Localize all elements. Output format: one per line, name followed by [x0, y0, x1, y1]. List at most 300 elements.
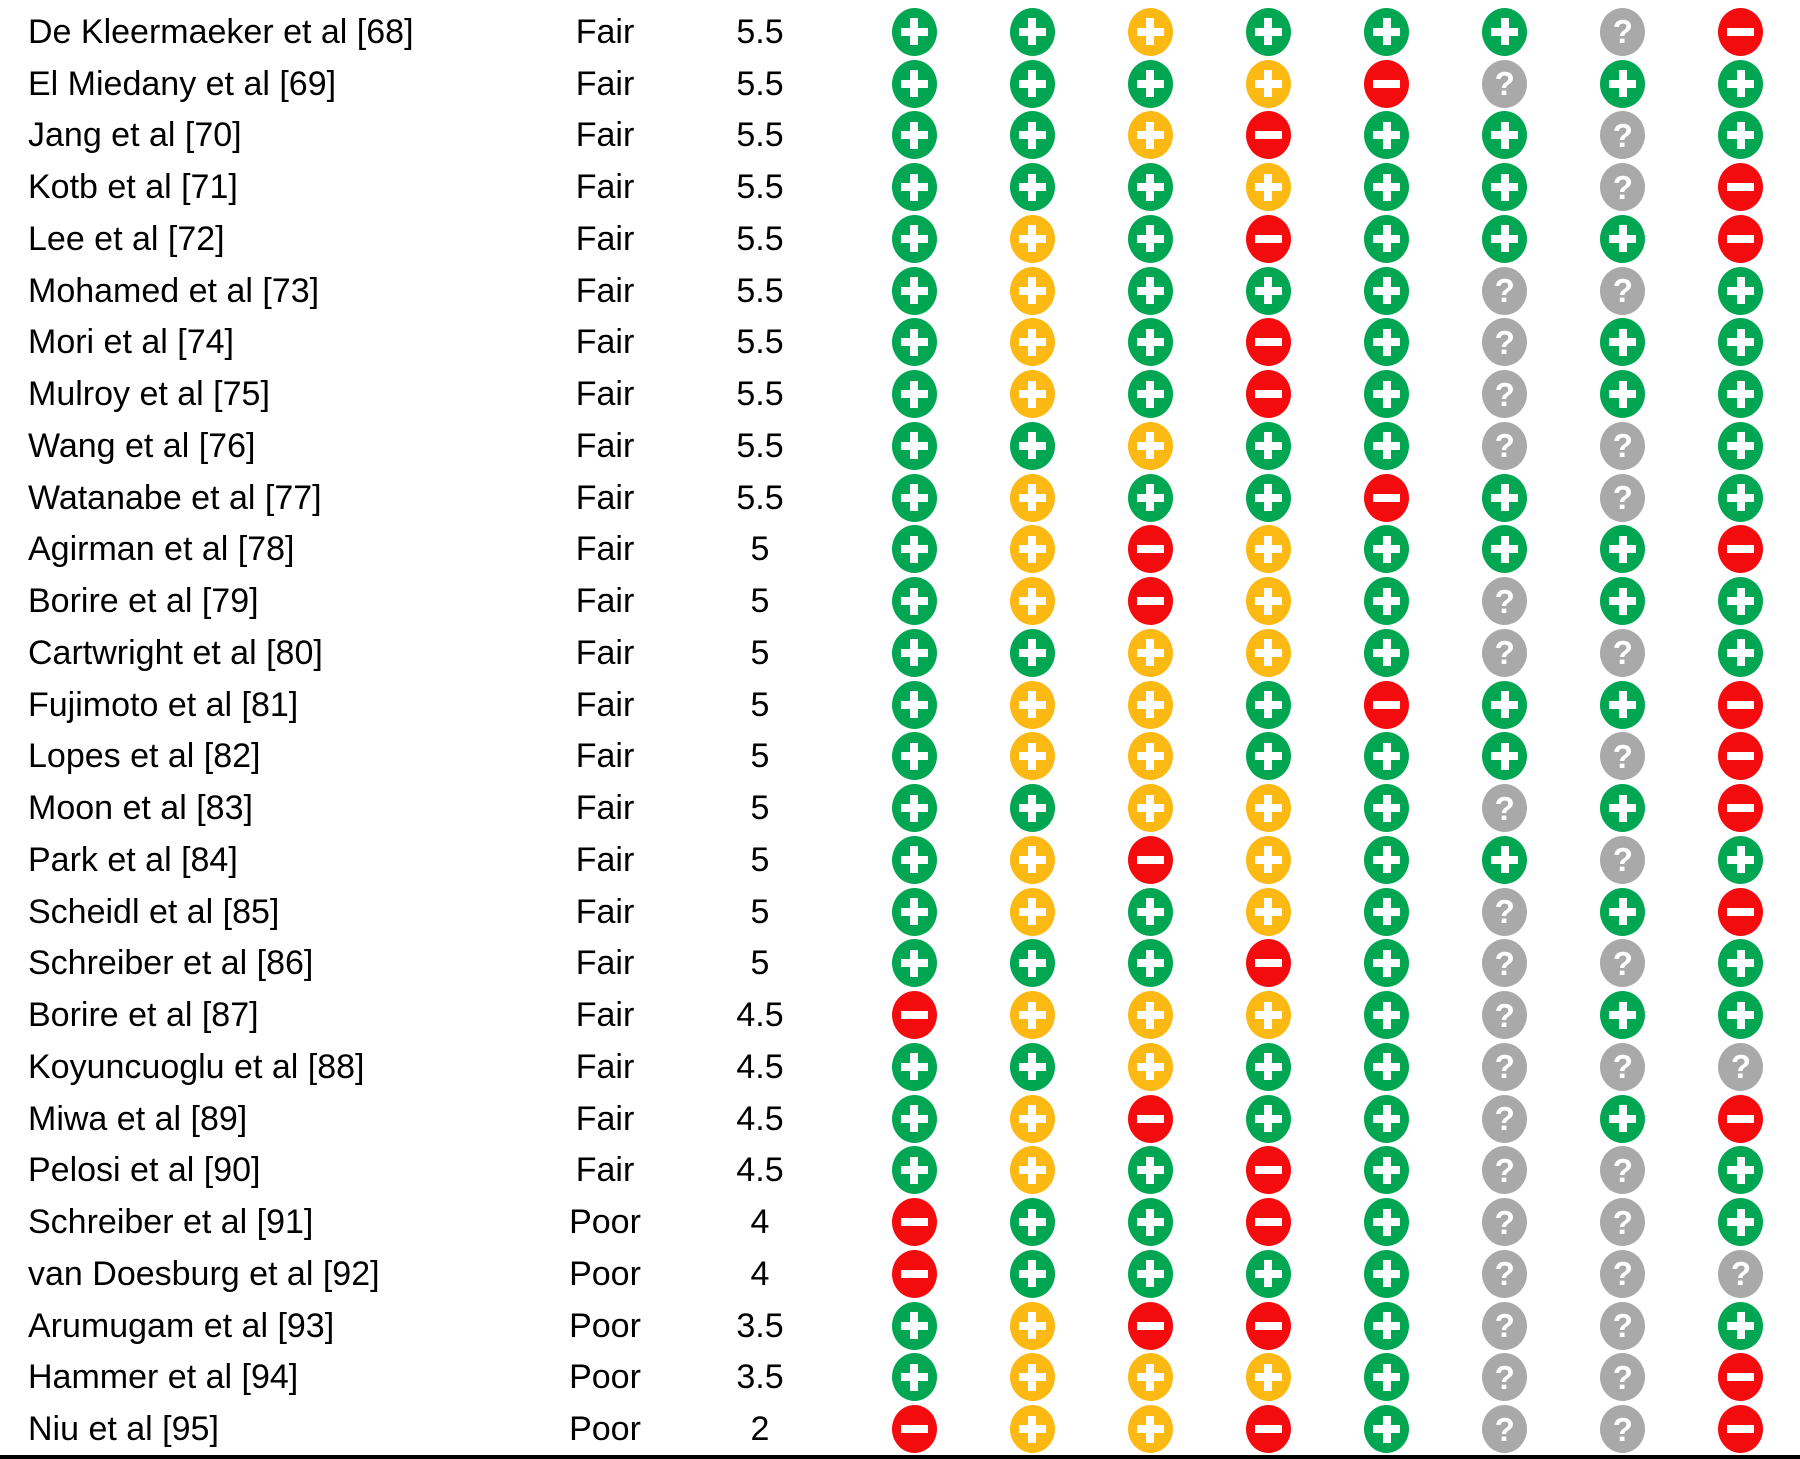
- criterion-cell: [1446, 1095, 1564, 1143]
- red-minus-icon: [1718, 8, 1763, 56]
- table-row: [0, 627, 1800, 679]
- criterion-cell: [1446, 422, 1564, 470]
- green-plus-icon: [1364, 1250, 1409, 1298]
- criterion-cell: [855, 1146, 973, 1194]
- yellow-plus-icon: [1010, 318, 1055, 366]
- red-minus-icon: [1128, 1302, 1173, 1350]
- criterion-cell: [1682, 267, 1800, 315]
- gray-question-icon: ?: [1600, 1198, 1645, 1246]
- criterion-cell: [1328, 1250, 1446, 1298]
- red-minus-icon: [1246, 370, 1291, 418]
- gray-question-icon: ?: [1600, 732, 1645, 780]
- yellow-plus-icon: [1010, 267, 1055, 315]
- gray-question-icon: ?: [1482, 1146, 1527, 1194]
- gray-question-icon: ?: [1600, 8, 1645, 56]
- criterion-cell: [1446, 8, 1564, 56]
- quality-rating: Fair: [575, 789, 635, 828]
- green-plus-icon: [1364, 1043, 1409, 1091]
- quality-rating: Poor: [569, 1306, 641, 1345]
- red-minus-icon: [1718, 1405, 1763, 1453]
- table-row: [0, 938, 1800, 990]
- study-citation: Scheidl et al [85]: [28, 892, 280, 931]
- criterion-cell: [973, 318, 1091, 366]
- green-plus-icon: [1600, 318, 1645, 366]
- criterion-cell: [1564, 8, 1682, 56]
- yellow-plus-icon: [1246, 991, 1291, 1039]
- criterion-cell: [1209, 629, 1327, 677]
- criterion-cell: [1209, 215, 1327, 263]
- criteria-icons: [855, 370, 1800, 418]
- criterion-cell: [1564, 991, 1682, 1039]
- criterion-cell: [1446, 318, 1564, 366]
- gray-question-icon: ?: [1482, 1405, 1527, 1453]
- yellow-plus-icon: [1010, 991, 1055, 1039]
- gray-question-icon: ?: [1600, 1043, 1645, 1091]
- quality-score: 4.5: [736, 1047, 784, 1086]
- table-row: [0, 265, 1800, 317]
- yellow-plus-icon: [1246, 784, 1291, 832]
- green-plus-icon: [1128, 60, 1173, 108]
- green-plus-icon: [892, 939, 937, 987]
- yellow-plus-icon: [1128, 1353, 1173, 1401]
- criterion-cell: [1328, 1095, 1446, 1143]
- criteria-icons: [855, 939, 1800, 987]
- quality-score: 5.5: [736, 168, 784, 207]
- green-plus-icon: [1482, 681, 1527, 729]
- quality-rating: Poor: [569, 1358, 641, 1397]
- criterion-cell: [1328, 525, 1446, 573]
- green-plus-icon: [1010, 60, 1055, 108]
- green-plus-icon: [1482, 163, 1527, 211]
- criterion-cell: [1091, 888, 1209, 936]
- criterion-cell: [1564, 1353, 1682, 1401]
- criterion-cell: [973, 8, 1091, 56]
- criterion-cell: [1682, 370, 1800, 418]
- green-plus-icon: [1600, 991, 1645, 1039]
- criterion-cell: [1328, 991, 1446, 1039]
- criterion-cell: [1209, 577, 1327, 625]
- green-plus-icon: [1718, 1198, 1763, 1246]
- quality-rating: Fair: [575, 375, 635, 414]
- yellow-plus-icon: [1010, 215, 1055, 263]
- green-plus-icon: [1128, 267, 1173, 315]
- criterion-cell: [1682, 888, 1800, 936]
- study-citation: Mulroy et al [75]: [28, 375, 270, 414]
- yellow-plus-icon: [1246, 60, 1291, 108]
- criterion-cell: [1446, 60, 1564, 108]
- criterion-cell: [1091, 267, 1209, 315]
- green-plus-icon: [1246, 1095, 1291, 1143]
- quality-score: 5: [750, 685, 770, 724]
- green-plus-icon: [1364, 8, 1409, 56]
- green-plus-icon: [1718, 836, 1763, 884]
- criteria-icons: [855, 577, 1800, 625]
- yellow-plus-icon: [1010, 836, 1055, 884]
- gray-question-icon: ?: [1600, 939, 1645, 987]
- yellow-plus-icon: [1010, 732, 1055, 780]
- criterion-cell: [1564, 732, 1682, 780]
- criteria-icons: [855, 991, 1800, 1039]
- quality-score: 5: [750, 840, 770, 879]
- green-plus-icon: [1128, 1250, 1173, 1298]
- criterion-cell: [1209, 1198, 1327, 1246]
- criterion-cell: [855, 1353, 973, 1401]
- study-citation: Cartwright et al [80]: [28, 633, 323, 672]
- criterion-cell: [1564, 318, 1682, 366]
- green-plus-icon: [1364, 1198, 1409, 1246]
- yellow-plus-icon: [1128, 111, 1173, 159]
- criterion-cell: [1091, 681, 1209, 729]
- study-citation: Pelosi et al [90]: [28, 1151, 261, 1190]
- criterion-cell: [1564, 1405, 1682, 1453]
- gray-question-icon: ?: [1482, 422, 1527, 470]
- criterion-cell: [973, 111, 1091, 159]
- criterion-cell: [855, 888, 973, 936]
- criterion-cell: [855, 60, 973, 108]
- criteria-icons: [855, 318, 1800, 366]
- green-plus-icon: [892, 474, 937, 522]
- criterion-cell: [1682, 163, 1800, 211]
- criterion-cell: [1091, 629, 1209, 677]
- criterion-cell: [1209, 1095, 1327, 1143]
- green-plus-icon: [1718, 318, 1763, 366]
- quality-score: 4: [750, 1203, 770, 1242]
- criterion-cell: [1682, 1353, 1800, 1401]
- red-minus-icon: [1718, 888, 1763, 936]
- green-plus-icon: [1128, 215, 1173, 263]
- criterion-cell: [1564, 111, 1682, 159]
- green-plus-icon: [1482, 474, 1527, 522]
- green-plus-icon: [1128, 1198, 1173, 1246]
- green-plus-icon: [1364, 422, 1409, 470]
- criterion-cell: [1209, 732, 1327, 780]
- green-plus-icon: [1600, 888, 1645, 936]
- red-minus-icon: [1128, 1095, 1173, 1143]
- gray-question-icon: ?: [1482, 1353, 1527, 1401]
- criterion-cell: [855, 422, 973, 470]
- criterion-cell: [1564, 525, 1682, 573]
- green-plus-icon: [1128, 1146, 1173, 1194]
- red-minus-icon: [1364, 681, 1409, 729]
- green-plus-icon: [1718, 939, 1763, 987]
- green-plus-icon: [1364, 836, 1409, 884]
- study-citation: Arumugam et al [93]: [28, 1306, 335, 1345]
- yellow-plus-icon: [1128, 681, 1173, 729]
- criterion-cell: [855, 1405, 973, 1453]
- criterion-cell: [1091, 1146, 1209, 1194]
- criterion-cell: [1446, 681, 1564, 729]
- quality-rating: Fair: [575, 116, 635, 155]
- green-plus-icon: [1364, 370, 1409, 418]
- quality-rating: Fair: [575, 840, 635, 879]
- green-plus-icon: [1128, 888, 1173, 936]
- green-plus-icon: [1364, 1146, 1409, 1194]
- green-plus-icon: [892, 318, 937, 366]
- yellow-plus-icon: [1128, 422, 1173, 470]
- criterion-cell: [1682, 784, 1800, 832]
- green-plus-icon: [1718, 422, 1763, 470]
- criterion-cell: [855, 525, 973, 573]
- red-minus-icon: [892, 1198, 937, 1246]
- green-plus-icon: [1246, 732, 1291, 780]
- criterion-cell: [1091, 1198, 1209, 1246]
- red-minus-icon: [892, 1250, 937, 1298]
- criterion-cell: [1091, 577, 1209, 625]
- quality-score: 5.5: [736, 323, 784, 362]
- criterion-cell: [1091, 111, 1209, 159]
- criterion-cell: [1091, 1302, 1209, 1350]
- gray-question-icon: ?: [1600, 163, 1645, 211]
- study-citation: Fujimoto et al [81]: [28, 685, 299, 724]
- gray-question-icon: ?: [1482, 60, 1527, 108]
- yellow-plus-icon: [1128, 1043, 1173, 1091]
- criterion-cell: [1328, 784, 1446, 832]
- gray-question-icon: ?: [1600, 1250, 1645, 1298]
- criterion-cell: [1446, 784, 1564, 832]
- criterion-cell: [1209, 318, 1327, 366]
- criterion-cell: [1328, 1405, 1446, 1453]
- study-citation: Mori et al [74]: [28, 323, 234, 362]
- criterion-cell: [1564, 577, 1682, 625]
- yellow-plus-icon: [1246, 629, 1291, 677]
- gray-question-icon: ?: [1600, 1405, 1645, 1453]
- study-citation: Wang et al [76]: [28, 426, 256, 465]
- green-plus-icon: [892, 888, 937, 936]
- yellow-plus-icon: [1010, 1302, 1055, 1350]
- criterion-cell: [855, 1302, 973, 1350]
- criterion-cell: [855, 474, 973, 522]
- gray-question-icon: ?: [1600, 422, 1645, 470]
- yellow-plus-icon: [1246, 525, 1291, 573]
- criterion-cell: [973, 370, 1091, 418]
- green-plus-icon: [1718, 60, 1763, 108]
- criteria-icons: [855, 525, 1800, 573]
- quality-score: 2: [750, 1410, 770, 1449]
- green-plus-icon: [1600, 370, 1645, 418]
- criteria-icons: [855, 1250, 1800, 1298]
- study-citation: Watanabe et al [77]: [28, 478, 322, 517]
- criterion-cell: [855, 111, 973, 159]
- yellow-plus-icon: [1128, 732, 1173, 780]
- green-plus-icon: [892, 1043, 937, 1091]
- red-minus-icon: [1246, 111, 1291, 159]
- gray-question-icon: ?: [1600, 836, 1645, 884]
- criterion-cell: [973, 888, 1091, 936]
- red-minus-icon: [1128, 525, 1173, 573]
- criterion-cell: [1446, 939, 1564, 987]
- green-plus-icon: [1600, 215, 1645, 263]
- study-citation: Lee et al [72]: [28, 219, 225, 258]
- criterion-cell: [1682, 1405, 1800, 1453]
- criterion-cell: [1564, 939, 1682, 987]
- table-row: [0, 1248, 1800, 1300]
- criterion-cell: [1209, 422, 1327, 470]
- criterion-cell: [973, 1302, 1091, 1350]
- criterion-cell: [1564, 422, 1682, 470]
- criterion-cell: [855, 267, 973, 315]
- criterion-cell: [1682, 1043, 1800, 1091]
- green-plus-icon: [1482, 732, 1527, 780]
- gray-question-icon: ?: [1482, 991, 1527, 1039]
- quality-rating: Poor: [569, 1410, 641, 1449]
- quality-rating: Poor: [569, 1254, 641, 1293]
- quality-rating: Fair: [575, 685, 635, 724]
- criterion-cell: [973, 681, 1091, 729]
- criterion-cell: [855, 629, 973, 677]
- criterion-cell: [1209, 267, 1327, 315]
- criterion-cell: [855, 732, 973, 780]
- criterion-cell: [973, 1095, 1091, 1143]
- green-plus-icon: [1482, 111, 1527, 159]
- criterion-cell: [1209, 474, 1327, 522]
- criterion-cell: [1091, 422, 1209, 470]
- criterion-cell: [1328, 267, 1446, 315]
- quality-score: 5.5: [736, 116, 784, 155]
- table-row: [0, 58, 1800, 110]
- criterion-cell: [1091, 1353, 1209, 1401]
- study-citation: Hammer et al [94]: [28, 1358, 299, 1397]
- criterion-cell: [1209, 1043, 1327, 1091]
- red-minus-icon: [1246, 318, 1291, 366]
- study-citation: Kotb et al [71]: [28, 168, 238, 207]
- green-plus-icon: [1600, 577, 1645, 625]
- green-plus-icon: [1010, 1250, 1055, 1298]
- gray-question-icon: ?: [1482, 1095, 1527, 1143]
- criterion-cell: [973, 1043, 1091, 1091]
- criterion-cell: [973, 732, 1091, 780]
- green-plus-icon: [1364, 1405, 1409, 1453]
- table-row: [0, 886, 1800, 938]
- criterion-cell: [1682, 1250, 1800, 1298]
- criterion-cell: [1209, 1405, 1327, 1453]
- criterion-cell: [973, 577, 1091, 625]
- quality-score: 5.5: [736, 426, 784, 465]
- green-plus-icon: [892, 1302, 937, 1350]
- criteria-icons: [855, 474, 1800, 522]
- criterion-cell: [855, 163, 973, 211]
- criteria-icons: [855, 1405, 1800, 1453]
- quality-rating: Fair: [575, 219, 635, 258]
- criterion-cell: [1209, 888, 1327, 936]
- quality-rating: Fair: [575, 1099, 635, 1138]
- table-row: [0, 1041, 1800, 1093]
- criterion-cell: [1328, 318, 1446, 366]
- yellow-plus-icon: [1010, 681, 1055, 729]
- study-citation: Borire et al [79]: [28, 582, 259, 621]
- green-plus-icon: [892, 577, 937, 625]
- criteria-icons: [855, 1302, 1800, 1350]
- criterion-cell: [855, 577, 973, 625]
- criterion-cell: [1446, 991, 1564, 1039]
- gray-question-icon: ?: [1600, 1146, 1645, 1194]
- quality-score: 5: [750, 633, 770, 672]
- quality-rating: Fair: [575, 996, 635, 1035]
- criterion-cell: [1564, 1250, 1682, 1298]
- criterion-cell: [1564, 681, 1682, 729]
- criterion-cell: [1091, 732, 1209, 780]
- criterion-cell: [973, 784, 1091, 832]
- green-plus-icon: [1600, 681, 1645, 729]
- gray-question-icon: ?: [1600, 1302, 1645, 1350]
- green-plus-icon: [1718, 577, 1763, 625]
- quality-score: 5: [750, 530, 770, 569]
- criterion-cell: [1209, 163, 1327, 211]
- yellow-plus-icon: [1010, 474, 1055, 522]
- green-plus-icon: [1482, 215, 1527, 263]
- quality-rating: Poor: [569, 1203, 641, 1242]
- criterion-cell: [1328, 8, 1446, 56]
- criterion-cell: [1682, 1198, 1800, 1246]
- criterion-cell: [973, 422, 1091, 470]
- quality-score: 5.5: [736, 12, 784, 51]
- green-plus-icon: [892, 422, 937, 470]
- criterion-cell: [1564, 1146, 1682, 1194]
- green-plus-icon: [1128, 939, 1173, 987]
- yellow-plus-icon: [1246, 836, 1291, 884]
- criterion-cell: [1446, 1353, 1564, 1401]
- criteria-icons: [855, 681, 1800, 729]
- criterion-cell: [973, 1146, 1091, 1194]
- gray-question-icon: ?: [1482, 1302, 1527, 1350]
- green-plus-icon: [892, 681, 937, 729]
- criterion-cell: [1091, 163, 1209, 211]
- criterion-cell: [1328, 836, 1446, 884]
- criterion-cell: [1446, 629, 1564, 677]
- table-row: [0, 1196, 1800, 1248]
- criterion-cell: [1328, 1302, 1446, 1350]
- gray-question-icon: ?: [1600, 1353, 1645, 1401]
- criterion-cell: [1328, 732, 1446, 780]
- quality-rating: Fair: [575, 530, 635, 569]
- green-plus-icon: [1010, 422, 1055, 470]
- criteria-icons: [855, 836, 1800, 884]
- gray-question-icon: ?: [1482, 629, 1527, 677]
- quality-rating: Fair: [575, 1047, 635, 1086]
- table-row: [0, 420, 1800, 472]
- green-plus-icon: [1600, 1095, 1645, 1143]
- criterion-cell: [1564, 1043, 1682, 1091]
- criterion-cell: [1446, 215, 1564, 263]
- green-plus-icon: [1128, 318, 1173, 366]
- criterion-cell: [1091, 215, 1209, 263]
- criterion-cell: [1328, 370, 1446, 418]
- red-minus-icon: [1246, 1198, 1291, 1246]
- study-citation: Jang et al [70]: [28, 116, 242, 155]
- green-plus-icon: [1010, 1043, 1055, 1091]
- green-plus-icon: [1246, 474, 1291, 522]
- green-plus-icon: [1010, 8, 1055, 56]
- criterion-cell: [1209, 111, 1327, 159]
- quality-score: 5.5: [736, 219, 784, 258]
- criterion-cell: [1091, 991, 1209, 1039]
- yellow-plus-icon: [1010, 888, 1055, 936]
- green-plus-icon: [1010, 939, 1055, 987]
- criterion-cell: [1209, 370, 1327, 418]
- criterion-cell: [1682, 732, 1800, 780]
- green-plus-icon: [1364, 1353, 1409, 1401]
- criterion-cell: [1446, 525, 1564, 573]
- red-minus-icon: [1718, 732, 1763, 780]
- quality-score: 5: [750, 789, 770, 828]
- criterion-cell: [1682, 525, 1800, 573]
- yellow-plus-icon: [1010, 1095, 1055, 1143]
- study-citation: De Kleermaeker et al [68]: [28, 12, 414, 51]
- gray-question-icon: ?: [1482, 888, 1527, 936]
- criterion-cell: [1328, 1353, 1446, 1401]
- criterion-cell: [973, 629, 1091, 677]
- yellow-plus-icon: [1010, 370, 1055, 418]
- criterion-cell: [855, 1095, 973, 1143]
